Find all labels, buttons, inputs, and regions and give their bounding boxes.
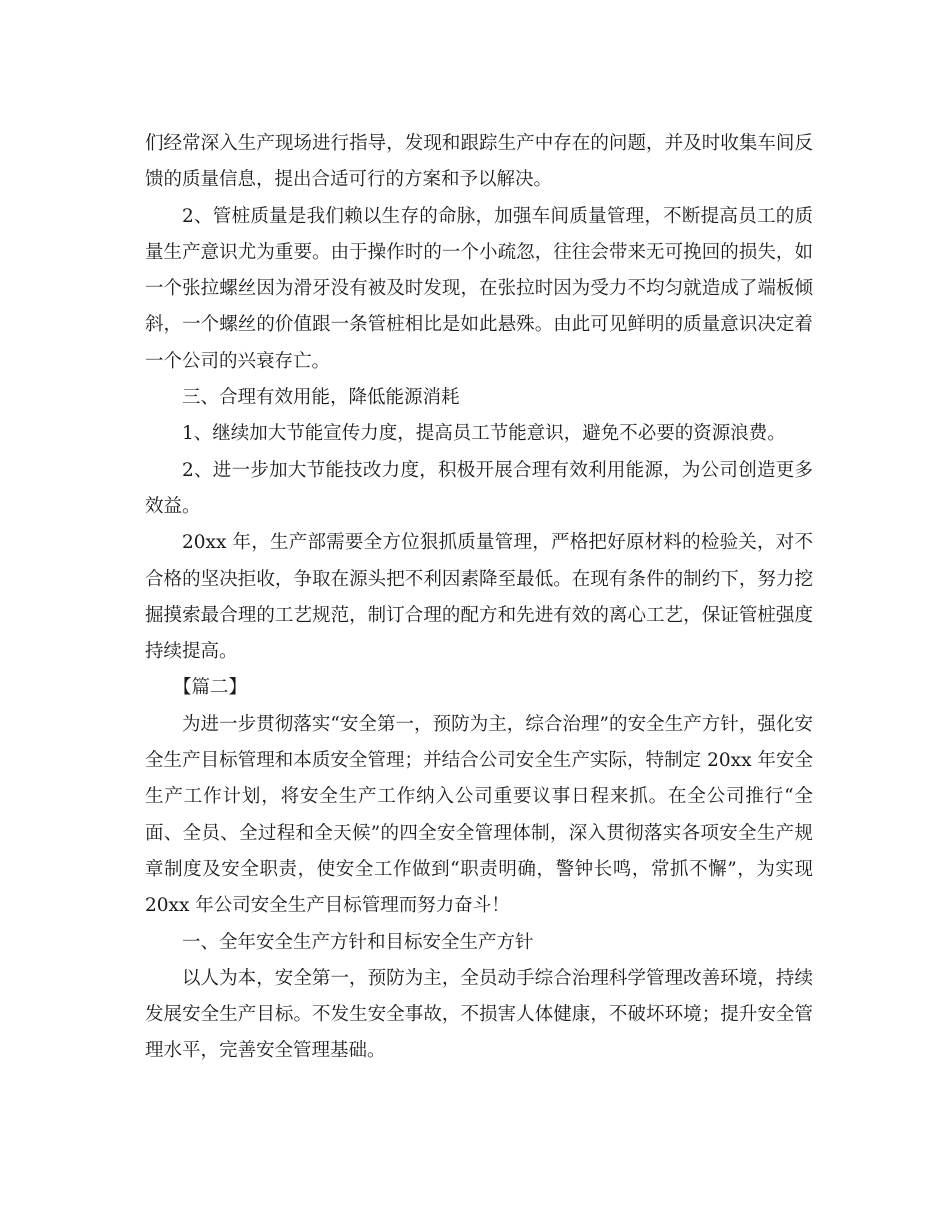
document-body: [145, 126, 813, 1070]
section-heading-energy: 三、合理有效用能，降低能源消耗: [182, 387, 460, 409]
paragraph-safety-policy: 以人为本，安全第一，预防为主，全员动手综合治理科学管理改善环境，持续发展安全生产目标。不发生安全事故，不损害人体健康，不破坏环境；提升安全管理水平，完善安全管理基础。: [145, 967, 813, 1062]
paragraph-safety-intro: 为进一步贯彻落实“安全第一，预防为主，综合治理”的安全生产方针，强化安全生产目标管理和本质安全管理；并结合公司安全生产实际，特制定 20xx 年安全生产工作计划，将安全生产工作纳入公司重要议事日程来抓。在全公司推行“全面、全员、全过程和全天候”的四全安全管理体制，深入贯彻落实各项安全生产规章制度及安全职责，使安全工作做到“职责明确，警钟长鸣，常抓不懈”，为实现 20xx 年公司安全生产目标管理而努力奋斗！: [145, 713, 813, 917]
part-two-heading: 【篇二】: [173, 677, 248, 699]
paragraph-production-plan: 20xx 年，生产部需要全方位狠抓质量管理，严格把好原材料的检验关，对不合格的坚决拒收，争取在源头把不利因素降至最低。在现有条件的制约下，努力挖掘摸索最合理的工艺规范，制订合理的配方和先进有效的离心工艺，保证管桩强度持续提高。: [145, 532, 813, 663]
paragraph-quality-item-2: 2、管桩质量是我们赖以生存的命脉，加强车间质量管理，不断提高员工的质量生产意识尤为重要。由于操作时的一个小疏忽，往往会带来无可挽回的损失，如一个张拉螺丝因为滑牙没有被及时发现，在张拉时因为受力不均匀就造成了端板倾斜，一个螺丝的价值跟一条管桩相比是如此悬殊。由此可见鲜明的质量意识决定着一个公司的兴衰存亡。: [145, 205, 813, 372]
paragraph-continuation: 们经常深入生产现场进行指导，发现和跟踪生产中存在的问题，并及时收集车间反馈的质量信息，提出合适可行的方案和予以解决。: [145, 133, 813, 191]
paragraph-energy-item-1: 1、继续加大节能宣传力度，提高员工节能意识，避免不必要的资源浪费。: [182, 423, 786, 445]
section-heading-safety-policy: 一、全年安全生产方针和目标安全生产方针: [182, 931, 534, 953]
paragraph-energy-item-2: 2、进一步加大节能技改力度，积极开展合理有效利用能源，为公司创造更多效益。: [145, 459, 813, 517]
